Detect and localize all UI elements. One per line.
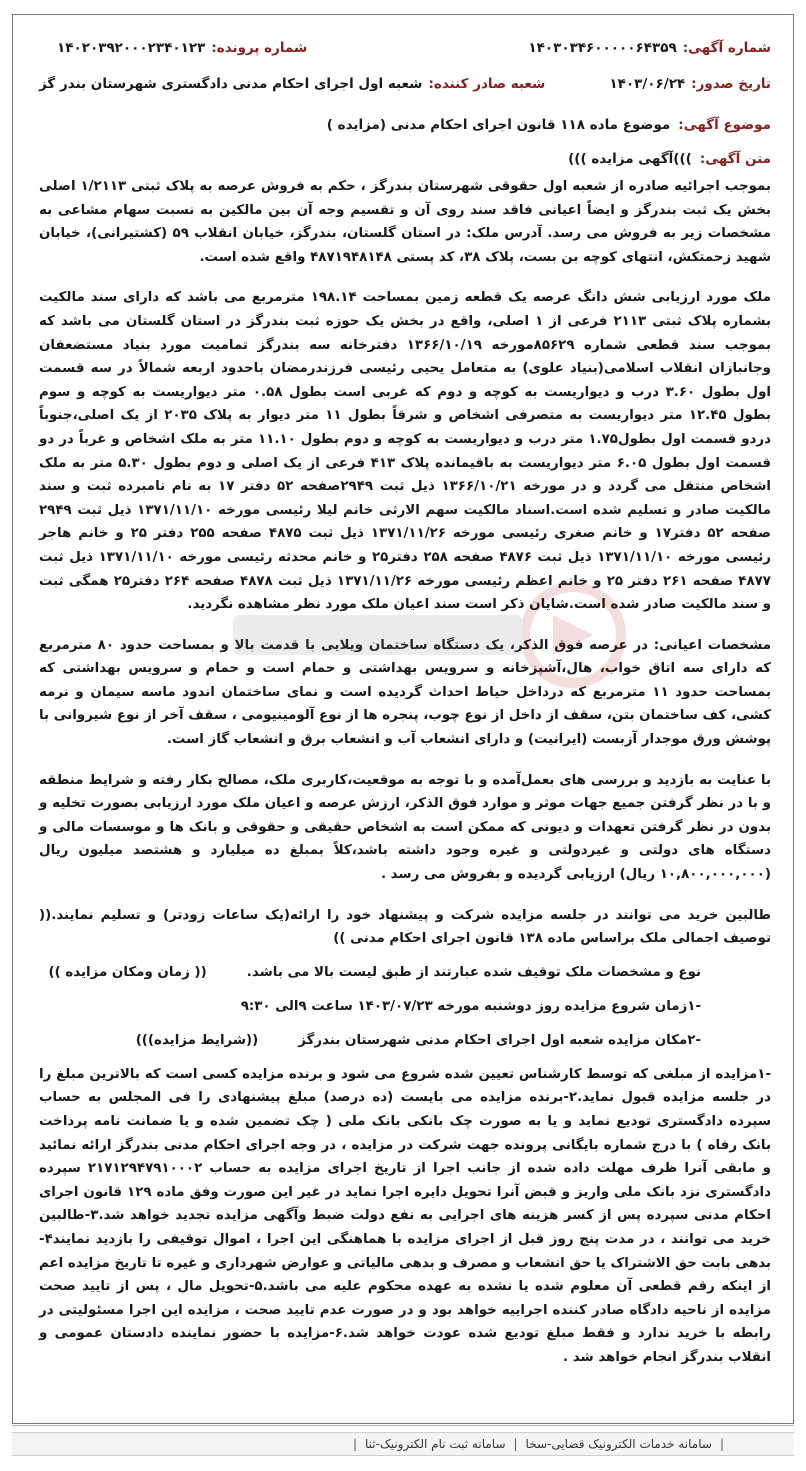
footer-separator: | — [352, 1437, 358, 1451]
auction-place-text: -۲مکان مزایده شعبه اول اجرای احکام مدنی شهرستان بندرگز — [298, 1032, 701, 1048]
issuer-label: شعبه صادر کننده: — [428, 76, 546, 92]
paragraph-bidders: طالبین خرید می توانند در جلسه مزایده شرکت و پیشنهاد خود را ارائه(یک ساعات زودتر) و تسلیم نمایند.(( توصیف اجمالی ملک براساس ماده ۱۳۸ قانون اجرای احکام مدنی )) — [39, 907, 771, 947]
paragraph-decree: بموجب اجرائیه صادره از شعبه اول حقوقی شهرستان بندرگز ، حکم به فروش عرصه به پلاک ثبتی ۱/۲۱۱۳ اصلی بخش یک ثبت بندرگز و ایضاً اعیانی فاقد سند روی آن و تقسیم وجه آن بین مالکین به نسبت سهام مشاعی به مشخصات زیر به فروش می رسد. آدرس ملک: در استان گلستان، بندرگز، خیابان انقلاب ۵۹ (کشتیرانی)، خیابان شهید زحمتکش، انتهای کوچه بن بست، پلاک ۳۸، کد پستی ۴۸۷۱۹۴۸۱۴۸ واقع شده است. — [39, 179, 772, 265]
footer-bar — [12, 1432, 794, 1456]
property-type-line — [39, 961, 771, 985]
subject-label: موضوع آگهی: — [678, 117, 771, 133]
auction-time-text: -۱زمان شروع مزایده روز دوشنبه مورخه ۱۴۰۳/۰۷/۲۳ ساعت ۹الی ۹:۳۰ — [240, 998, 701, 1014]
ad-text-label: متن آگهی: — [699, 151, 771, 167]
conditions-heading: ((شرایط مزایده))) — [135, 1032, 259, 1048]
issue-date — [609, 76, 771, 92]
property-type-text: نوع و مشخصات ملک توقیف شده عبارتند از طبق لیست بالا می باشد. — [246, 964, 701, 980]
issue-date-label: تاریخ صدور: — [691, 76, 771, 92]
footer-separator: | — [719, 1437, 724, 1451]
paragraph-land-description: ملک مورد ارزیابی شش دانگ عرصه یک قطعه زمین بمساحت ۱۹۸.۱۴ مترمربع می باشد که دارای سند مالکیت بشماره پلاک ثبتی ۲۱۱۳ فرعی از ۱ اصلی، واقع در بخش یک حوزه ثبت بندرگز در استان گلستان می باشد که بموجب سند قطعی شماره ۸۵۶۲۹مورخه ۱۳۶۶/۱۰/۱۹ دفترخانه سه بندرگز تمامیت مورد بنیاد مستضعفان وجانبازان انقلاب اسلامی(بنیاد علوی) به متعامل یحیی رئیسی فرزندرمضان باحدود اربعه شمالاً در سه قسمت اول بطول ۳.۶۰ درب و دیواریست به کوچه و دوم که غربی است بطول ۰.۵۸ متر دیواریست به کوچه و سوم بطول ۱۲.۴۵ متر دیواریست به متصرفی اشخاص و شرقاً بطول ۱۱ متر دیوار به پلاک ۲۰۳۵ از یک اصلی،جنوباً دردو قسمت اول بطول۱.۷۵ متر درب و دیواریست به کوچه و دوم بطول ۱۱.۱۰ متر به ملک اشخاص و غرباً در دو قسمت اول بطول ۶.۰۵ متر دیواریست به باقیمانده پلاک ۴۱۳ فرعی از یک اصلی و دوم بطول ۵.۳۰ متر به ملک اشخاص منتقل می گردد و در مورخه ۱۳۶۶/۱۰/۲۱ ذیل ثبت ۲۹۴۹صفحه ۵۲ دفتر ۱۷ به نام نامبرده ثبت و سند مالکیت صادر و تسلیم شده است.اسناد مالکیت سهم الارثی خانم لیلا رئیسی مورخه ۱۳۷۱/۱۱/۱۰ ذیل ثبت ۲۹۴۹ صفحه ۵۲ دفتر۱۷ و خانم صغری رئیسی مورخه ۱۳۷۱/۱۱/۲۶ ذیل ثبت ۴۸۷۵ صفحه ۲۵۵ دفتر ۲۵ و خانم هاجر رئیسی مورخه ۱۳۷۱/۱۱/۱۰ ذیل ثبت ۴۸۷۶ صفحه ۲۵۸ دفتر۲۵ و خانم محدثه رئیسی مورخه ۱۳۷۱/۱۱/۱۰ ذیل ثبت ۴۸۷۷ صفحه ۲۶۱ دفتر ۲۵ و خانم اعظم رئیسی مورخه ۱۳۷۱/۱۱/۲۶ ذیل ثبت ۴۸۷۸ صفحه ۲۶۴ دفتر۲۵ همگی ثبت و سند مالکیت صادر شده است.شایان ذکر است سند اعیان ملک مورد نظر مشاهده نگردید. — [39, 290, 771, 613]
ad-number-label: شماره آگهی: — [682, 40, 771, 56]
auction-time-line — [39, 995, 771, 1019]
footer-link-sana[interactable]: سامانه ثبت نام الکترونیک-ثنا — [365, 1437, 506, 1451]
subject-text: موضوع ماده ۱۱۸ قانون اجرای احکام مدنی (مزایده ) — [326, 117, 671, 133]
paragraph-conditions: -۱مزایده از مبلغی که توسط کارشناس تعیین شده شروع می شود و برنده مزایده کسی است که بالاترین مبلغ را در جلسه مزایده قبول نماید.۲-برنده مزایده می بایست (ده درصد) مبلغ پیشنهادی را فی المجلس به حساب سپرده دادگستری تودیع نماید و یا به صورت چک بانکی بانک ملی ( چک تضمین شده و یا ضمانت نامه پرداخت بانک رفاه ) با درج شماره بایگانی پرونده جهت شرکت در مزایده ، در وجه اجرای احکام مدنی بندرگز ارائه نمائید و مابقی آنرا ظرف مهلت داده شده از جانب اجرا از تاریخ اجرای مزایده به حساب ۲۱۷۱۲۹۴۷۹۱۰۰۰۲ سپرده دادگستری نزد بانک ملی واریز و قبض آنرا تحویل دایره اجرا نماید در غیر این صورت وفق ماده ۱۲۹ قانون اجرای احکام مدنی سپرده پس از کسر هزینه های اجرایی به نفع دولت ضبط وآگهی مزایده تجدید خواهد شد.۳-طالبین خرید می توانند ، در مدت پنج روز قبل از اجرای مزایده با هماهنگی این اجرا ، اموال توقیفی را بازدید نمایند۴-بدهی بابت حق الاشتراک یا حق انشعاب و مصرف و بدهی مالیاتی و عوارض شهرداری و غیره تا تاریخ مزایده اعم از اینکه رقم قطعی آن معلوم شده یا نشده به عهده محکوم علیه می باشد.۵-تحویل مال ، پس از تایید صحت مزایده از ناحیه دادگاه صادر کننده اجراییه خواهد بود و در صورت عدم تایید صحت ، مزایده این اجرا مسئولیتی در رابطه با خرید ندارد و فقط مبلغ تودیع شده عودت خواهد شد.۶-مزایده با حضور نماینده دادستان عمومی و انقلاب بندرگز انجام خواهد شد . — [39, 1066, 772, 1365]
issuer — [39, 76, 545, 92]
meta-row-2 — [39, 69, 771, 99]
document-frame — [12, 14, 794, 1424]
paragraph-valuation: با عنایت به بازدید و بررسی های بعمل‌آمده و با توجه به موقعیت،کاربری ملک، مصالح بکار رفته و شرایط منطقه و با در نظر گرفتن جمیع جهات موثر و موارد فوق الذکر، ارزش عرصه و اعیان ملک مورد ارزیابی بصورت تخلیه و بدون در نظر گرفتن تعهدات و دیونی که ممکن است به اشخاص حقیقی و حقوقی و بانک ها و موسسات مالی و دستگاه های دولتی و غیردولتی و غیره وجود داشته باشد،کلاً بمبلغ ده میلیارد و هشتصد میلیون ریال (۱۰,۸۰۰,۰۰۰,۰۰۰ ریال) ارزیابی گردیده و بفروش می رسد . — [39, 772, 771, 883]
case-number — [57, 40, 307, 56]
ad-number — [528, 40, 771, 56]
meta-row-1 — [39, 33, 771, 63]
footer-separator: | — [513, 1437, 518, 1451]
ad-text-title: )))آگهی مزایده ))) — [568, 151, 692, 167]
case-number-label: شماره پرونده: — [211, 40, 308, 56]
case-number-value: ۱۴۰۲۰۳۹۲۰۰۰۲۳۴۰۱۲۳ — [57, 40, 206, 56]
subject-line — [39, 117, 771, 133]
auction-place-line — [39, 1029, 771, 1053]
document-body — [13, 15, 793, 1370]
ad-text-line — [39, 151, 771, 167]
footer-link-sakha[interactable]: سامانه خدمات الکترونیک قضایی-سخا — [525, 1437, 712, 1451]
time-place-heading: (( زمان ومکان مزایده )) — [48, 964, 207, 980]
bottom-divider — [12, 1425, 794, 1426]
paragraph-building-specs: مشخصات اعیانی: در عرصه فوق الذکر، یک دستگاه ساختمان ویلایی با قدمت بالا و بمساحت حدود ۸۰ مترمربع که دارای سه اتاق خواب، هال،آشپزخانه و سرویس بهداشتی و حمام است و حمام و سرویس بهداشتی که بمساحت حدود ۱۱ مترمربع که درداخل حیاط احداث گردیده است و نمای ساختمان اندود ماسه سیمان و نرمه کشی، کف ساختمان بتن، سقف از داخل از نوع چوب، پنجره ها از نوع آلومینیومی ، سقف آخر از نوع شیروانی با پوشش ورق موجدار آزبست (ایرانیت) و دارای انشعاب آب و انشعاب برق و انشعاب گاز است. — [39, 637, 771, 748]
ad-number-value: ۱۴۰۳۰۳۴۶۰۰۰۰۰۶۴۳۵۹ — [528, 40, 677, 56]
issuer-value: شعبه اول اجرای احکام مدنی دادگستری شهرستان بندر گز — [39, 76, 423, 92]
issue-date-value: ۱۴۰۳/۰۶/۲۴ — [609, 76, 686, 92]
